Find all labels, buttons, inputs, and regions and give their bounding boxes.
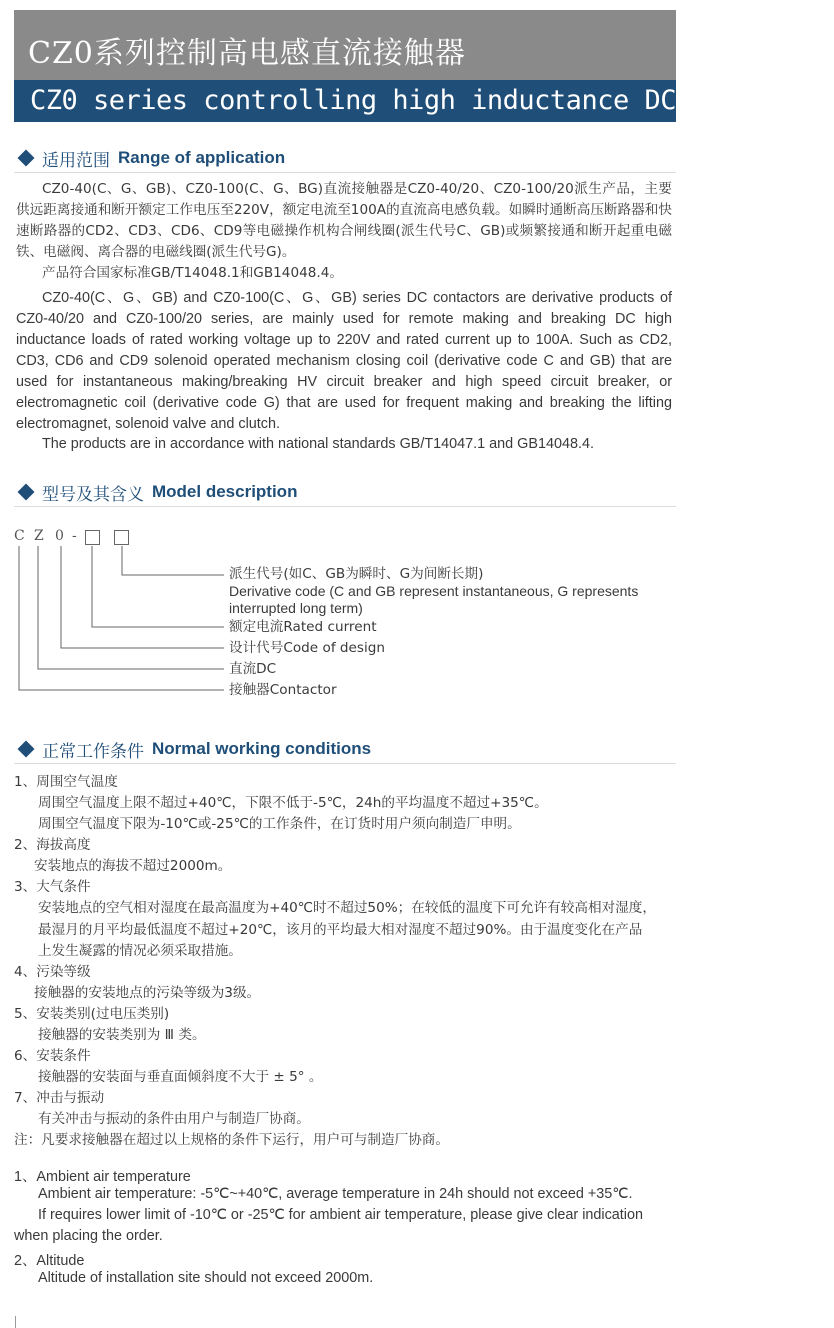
condition-note: 注：凡要求接触器在超过以上规格的条件下运行，用户可与制造厂协商。: [14, 1132, 449, 1148]
condition-line: 有关冲击与振动的条件由用户与制造厂协商。: [38, 1111, 310, 1127]
label-code-of-design: 设计代号Code of design: [229, 640, 386, 656]
condition-line-en: If requires lower limit of -10℃ or -25℃ for ambient air temperature, please give clear indication: [38, 1207, 644, 1223]
model-code-z: Z: [34, 528, 44, 544]
condition-line: 周围空气温度下限为-10℃或-25℃的工作条件，在订货时用户须向制造厂申明。: [38, 816, 521, 832]
condition-heading: 3、大气条件: [14, 879, 91, 895]
condition-heading: 1、周围空气温度: [14, 774, 118, 790]
standards-paragraph-cn: 产品符合国家标准GB/T14048.1和GB14048.4。: [42, 265, 343, 281]
condition-line-en: Ambient air temperature: -5℃~+40℃, average temperature in 24h should not exceed +35℃.: [38, 1186, 633, 1202]
application-paragraph-cn: CZ0-40(C、G、GB)、CZ0-100(C、G、BG)直流接触器是CZ0-40/20、CZ0-100/20派生产品，主要供远距离接通和断开额定工作电压至220V，额定电流至100A的直流高电感负载。如瞬时通断高压断路器和快速断路器的CD2、CD3、CD6、CD9等电磁操作机构合闸线圈(派生代号C、GB)或频繁接通和断开起重电磁铁、电磁阀、离合器的电磁线圈(派生代号G)。: [16, 181, 672, 260]
condition-heading: 2、海拔高度: [14, 837, 91, 853]
condition-line-en: Altitude of installation site should not exceed 2000m.: [38, 1270, 374, 1286]
model-code-c: C: [14, 528, 25, 544]
condition-heading-en: 2、Altitude: [14, 1253, 85, 1269]
leader-current: [92, 546, 224, 627]
condition-line: 接触器的安装面与垂直面倾斜度不大于 ± 5° 。: [38, 1069, 323, 1085]
leader-dc: [38, 546, 224, 669]
page-title-cn: CZ0系列控制高电感直流接触器: [28, 36, 466, 71]
condition-line: 接触器的安装类别为 Ⅲ 类。: [38, 1027, 206, 1043]
standards-paragraph-en: The products are in accordance with national standards GB/T14047.1 and GB14048.4.: [42, 436, 594, 452]
section-title-en: Normal working conditions: [152, 739, 372, 758]
label-dc: 直流DC: [229, 661, 277, 677]
section-title-cn: 正常工作条件: [42, 741, 144, 762]
condition-heading: 4、污染等级: [14, 964, 91, 980]
condition-heading-en: 1、Ambient air temperature: [14, 1169, 191, 1185]
section-title-cn: 适用范围: [42, 150, 110, 171]
leader-derivative: [122, 546, 224, 575]
condition-line: 安装地点的空气相对湿度在最高温度为+40℃时不超过50%；在较低的温度下可允许有较高相对湿度，: [38, 900, 656, 916]
label-derivative-cn: 派生代号(如C、GB为瞬时、G为间断长期): [229, 566, 484, 582]
label-derivative-en: Derivative code (C and GB represent instantaneous, G represents interrupted long term): [229, 583, 639, 616]
condition-line-en: when placing the order.: [14, 1228, 163, 1244]
page-edge-mark: [15, 1316, 16, 1328]
section-title-en: Range of application: [118, 148, 286, 167]
label-rated-current: 额定电流Rated current: [229, 619, 377, 635]
condition-line: 最湿月的月平均最低温度不超过+20℃，该月的平均最大相对湿度不超过90%。由于温度变化在产品: [38, 922, 643, 938]
page-title-en: CZ0 series controlling high inductance DC contactor: [30, 85, 834, 116]
label-contactor: 接触器Contactor: [229, 682, 337, 698]
application-paragraph-en: CZ0-40(C、G、GB) and CZ0-100(C、G、GB) series DC contactors are derivative products of CZ0-40/20 and CZ0-100/20 series, are mainly used for remote making and breaking DC high inductance loads of rated working voltage up to 220V and rated current up to 100A. Such as CD2, CD3, CD6 and CD9 solenoid operated mechanism closing coil (derivative code C and GB) that are used for instantaneous making/breaking HV circuit breaker and high speed circuit breaker, or electromagnetic coil (derivative code G) that are used for frequent making and breaking the lifting electromagnet, solenoid valve and clutch.: [16, 290, 672, 432]
leader-design: [61, 546, 224, 648]
condition-line: 安装地点的海拔不超过2000m。: [34, 858, 232, 874]
condition-heading: 6、安装条件: [14, 1048, 91, 1064]
condition-line: 周围空气温度上限不超过+40℃，下限不低于-5℃，24h的平均温度不超过+35℃。: [38, 795, 548, 811]
section-title-en: Model description: [152, 482, 298, 501]
section-header-conditions: [16, 736, 371, 762]
condition-line: 上发生凝露的情况必须采取措施。: [38, 943, 242, 959]
section-divider: [14, 763, 676, 764]
diamond-bullet-icon: [18, 741, 35, 758]
condition-heading: 7、冲击与振动: [14, 1090, 105, 1106]
condition-heading: 5、安装类别(过电压类别): [14, 1006, 170, 1022]
condition-line: 接触器的安装地点的污染等级为3级。: [34, 985, 261, 1001]
model-code-0: 0: [55, 528, 64, 544]
section-title-cn: 型号及其含义: [42, 484, 144, 505]
model-code-dash: -: [72, 528, 77, 544]
